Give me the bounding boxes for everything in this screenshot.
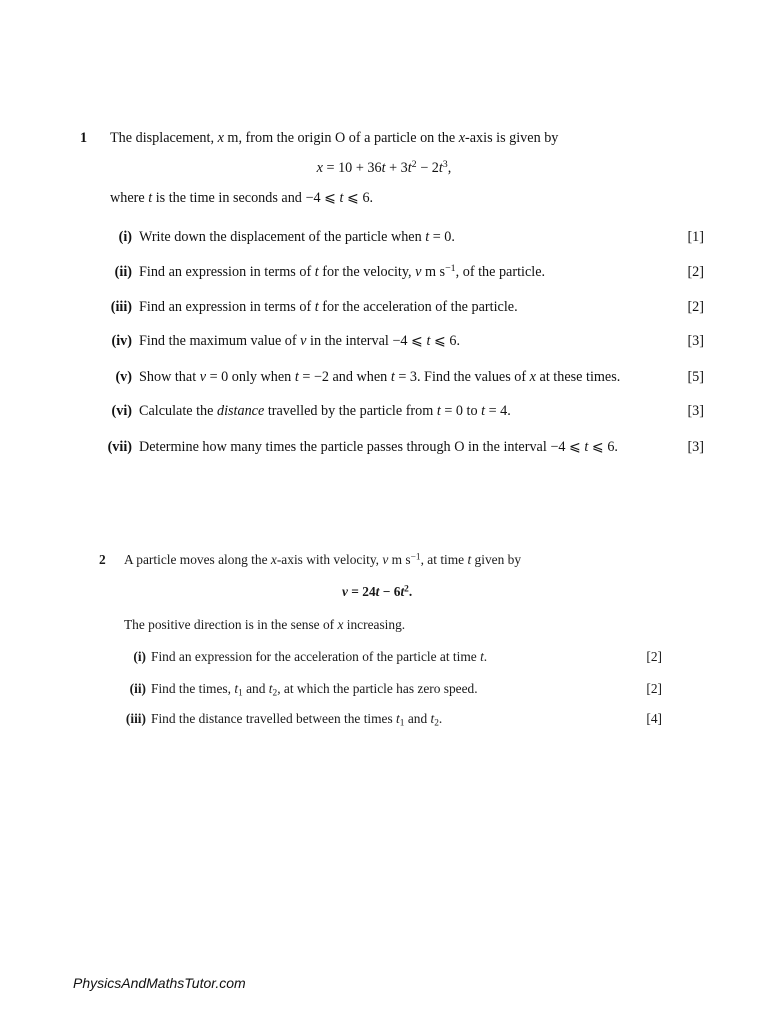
part-label: (ii) [129,681,146,696]
mark-allocation: [4] [646,711,662,726]
part-text: Find an expression in terms of t for the velocity, v m $s^{-1}$, of the particle. [139,263,546,280]
part-label: (vii) [107,439,132,455]
question-intro: A particle moves along the x-axis with velocity, v m $s^{-1}$, at time t given by [124,552,522,567]
part-text: Find an expression for the acceleration of the particle at time t. [151,649,488,664]
part-text: Determine how many times the particle passes through O in the interval −4 ⩽ t ⩽ 6. [139,439,618,455]
mark-allocation: [3] [687,439,704,455]
direction-statement: The positive direction is in the sense of x increasing. [124,617,406,632]
time-domain-statement: where t is the time in seconds and −4 ⩽ t ⩽ 6. [110,190,374,206]
part-text: Find the maximum value of v in the interval −4 ⩽ t ⩽ 6. [139,333,461,349]
mark-allocation: [3] [687,333,704,349]
part-text: Find the times, $t_1$ and $t_2$, at which the particle has zero speed. [151,681,478,699]
mark-allocation: [5] [687,369,704,385]
part-text: Show that v = 0 only when t = −2 and when t = 3. Find the values of x at these times. [139,369,621,385]
part-label: (ii) [114,264,132,280]
mark-allocation: [1] [687,229,704,245]
mark-allocation: [2] [646,649,662,664]
part-label: (iv) [111,333,132,349]
displacement-equation: $x = 10 + 36t + 3t^2 - 2t^3$, [316,159,452,176]
part-label: (v) [115,369,132,385]
site-footer-link[interactable]: PhysicsAndMathsTutor.com [73,975,246,991]
question-intro: The displacement, x m, from the origin O of a particle on the x-axis is given by [110,130,559,146]
mark-allocation: [2] [646,681,662,696]
part-label: (i) [133,649,146,664]
mark-allocation: [2] [687,264,704,280]
mark-allocation: [3] [687,403,704,419]
question-number: 1 [80,130,88,146]
part-label: (iii) [125,711,146,726]
part-label: (vi) [111,403,132,419]
velocity-equation: $v = 24t - 6t^2$. [342,584,413,599]
part-text: Calculate the distance travelled by the particle from t = 0 to t = 4. [139,403,511,419]
question-number: 2 [99,552,106,567]
part-text: Find an expression in terms of t for the acceleration of the particle. [139,299,518,315]
part-label: (i) [118,229,132,245]
part-text: Find the distance travelled between the times $t_1$ and $t_2$. [151,711,443,729]
mark-allocation: [2] [687,299,704,315]
part-text: Write down the displacement of the particle when t = 0. [139,229,455,245]
part-label: (iii) [110,299,132,315]
